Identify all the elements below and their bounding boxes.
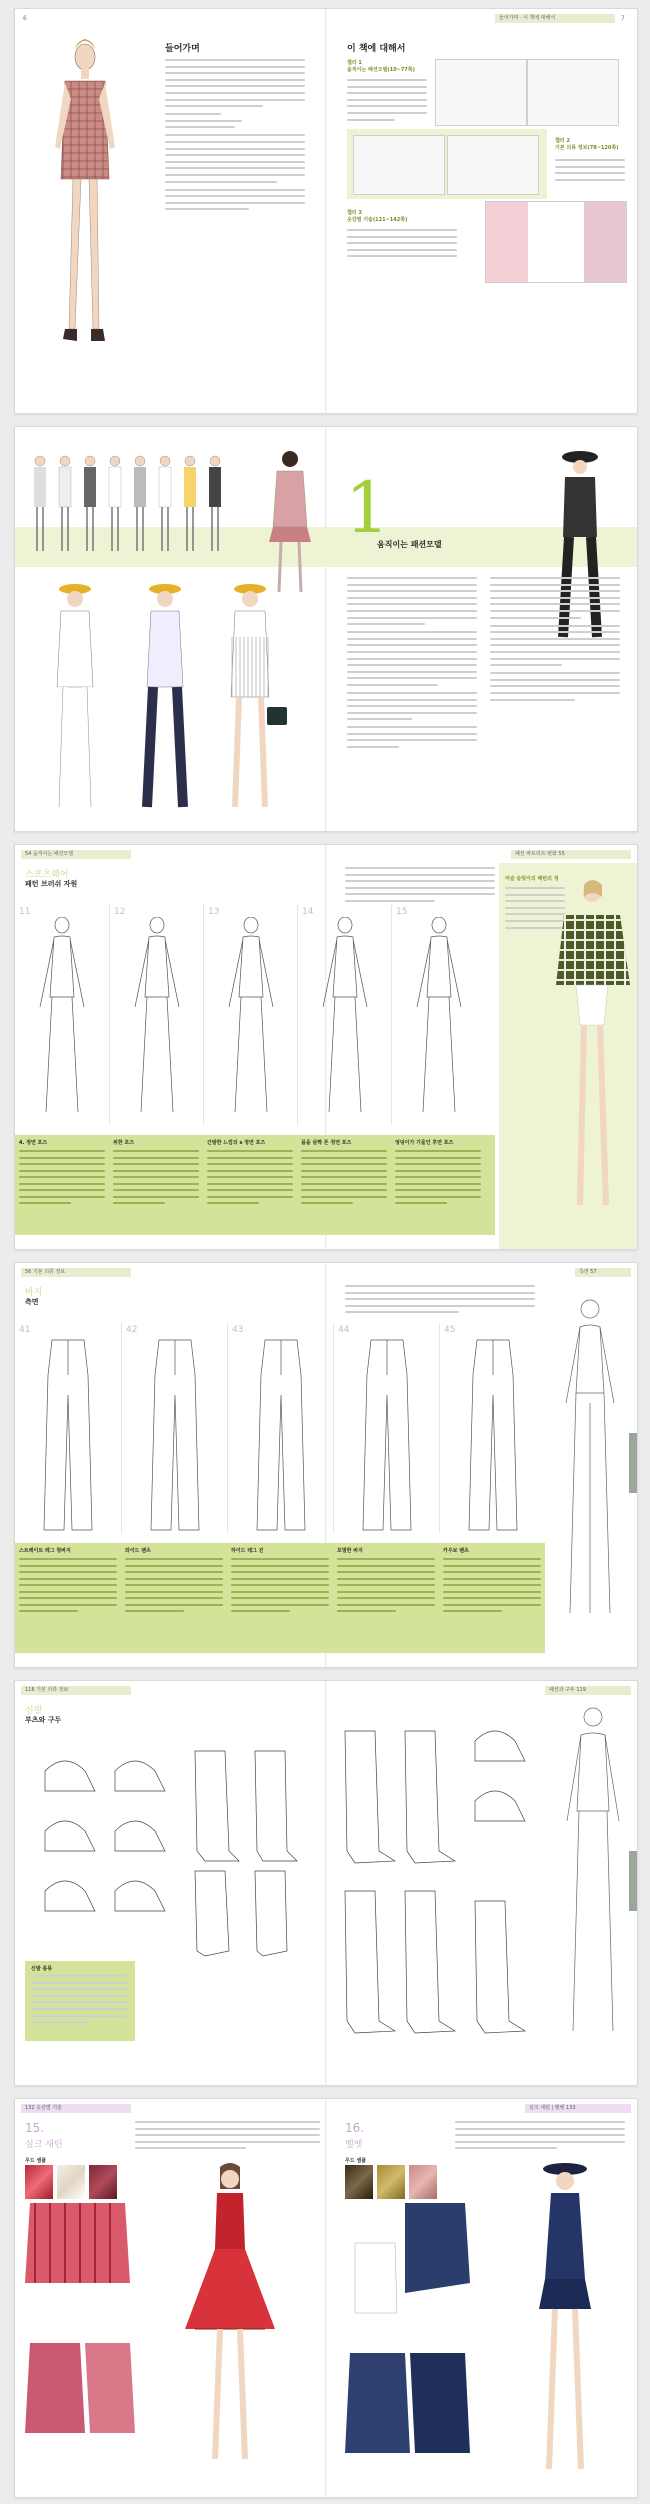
chapter2-sample-page-2: [447, 135, 539, 195]
shoe-sketches: [25, 1731, 315, 1961]
chapter-intro-text-right: [490, 577, 620, 705]
running-header-right: 측면 57: [575, 1268, 631, 1277]
about-title: 이 책에 대해서: [347, 44, 406, 54]
pants-sketch: [126, 1335, 224, 1535]
pose-column: [109, 905, 204, 1125]
pants-column: [15, 1323, 121, 1533]
left-section-title: 실크 새틴: [25, 2140, 63, 2150]
chapter2-title: 기본 의류 정보(78~120쪽): [555, 145, 619, 151]
right-section-title: 벨벳: [345, 2140, 363, 2150]
pose-sketch: [19, 917, 105, 1117]
pants-column: [121, 1323, 228, 1533]
velvet-swatch: [409, 2165, 437, 2199]
chapter3-sample-page: [485, 201, 627, 283]
left-swatch-label: 무드 샘플: [25, 2158, 47, 2164]
right-swatch-label: 무드 샘플: [345, 2158, 367, 2164]
chapter2-text: [555, 159, 625, 185]
pants-caption-title: 와이드 팬츠: [125, 1548, 151, 1554]
intro-body-text: [165, 59, 305, 215]
pose-caption-text: [207, 1150, 293, 1204]
pants-caption: [443, 1545, 541, 1617]
pants-caption: [231, 1545, 329, 1617]
pants-caption-text: [443, 1558, 541, 1612]
pose-caption-title: 몸을 살짝 튼 정면 포즈: [301, 1140, 352, 1146]
pants-number: 44: [338, 1325, 350, 1335]
section-title: 부츠와 구두: [25, 1716, 62, 1724]
running-header-right: 실크 새틴 | 벨벳 133: [525, 2104, 631, 2113]
page-number-left: 6: [23, 15, 27, 22]
velvet-swatch: [377, 2165, 405, 2199]
pose-caption-title: 4. 정면 포즈: [19, 1140, 48, 1146]
pants-column: [227, 1323, 334, 1533]
boot-sketches-right: [335, 1701, 555, 2081]
section-intro-text: [345, 867, 495, 907]
chapter3-label: 챕터 3: [347, 210, 362, 216]
pants-caption: [125, 1545, 223, 1617]
model-plaid-jacket-illustration: [550, 875, 635, 1235]
running-header-left: 54 움직이는 패션모델: [21, 850, 131, 859]
pose-sketch: [208, 917, 294, 1117]
page-number-right: 7: [621, 15, 625, 22]
pose-sketch: [396, 917, 482, 1117]
pose-figure-row: [15, 905, 485, 1125]
chapter2-sample-page: [353, 135, 445, 195]
right-intro-text: [455, 2121, 625, 2154]
pose-caption: [395, 1137, 481, 1209]
section-intro-text: [345, 1285, 535, 1318]
model-back-view-illustration: [255, 447, 325, 597]
chapter-title: 움직이는 패션모델: [377, 540, 442, 549]
model-figure-sketch: [555, 1701, 630, 2061]
pants-figure-row: [15, 1323, 545, 1533]
model-red-dress-illustration: [165, 2159, 295, 2489]
pose-caption-title: 위한 포즈: [113, 1140, 135, 1146]
running-header-right: 들어가며 · 이 책에 대해서: [495, 14, 615, 23]
pose-column: [297, 905, 392, 1125]
pose-number: 12: [114, 907, 126, 917]
pants-number: 45: [444, 1325, 456, 1335]
pants-caption-title: 카우보 펜츠: [443, 1548, 469, 1554]
right-section-number: 16.: [345, 2121, 365, 2135]
pose-caption: [301, 1137, 387, 1209]
pose-caption-text: [19, 1150, 105, 1204]
pants-caption-title: 하이드 테그 진: [231, 1548, 264, 1554]
pants-caption-title: 포멀한 바지: [337, 1548, 363, 1554]
left-section-number: 15.: [25, 2121, 45, 2135]
pants-sketch: [444, 1335, 542, 1535]
model-illustration: [35, 29, 135, 399]
spread-fabrics: [14, 2098, 638, 2498]
satin-swatch: [25, 2165, 53, 2199]
spread-chapter-1-opener: [14, 426, 638, 832]
satin-drape-sketches: [25, 2203, 135, 2493]
pose-sketch: [302, 917, 388, 1117]
chapter3-title: 옷감별 기술(121~142쪽): [347, 217, 408, 223]
model-velvet-dress-illustration: [505, 2159, 625, 2489]
chapter-side-tab: [629, 1433, 637, 1493]
chapter2-label: 챕터 2: [555, 138, 570, 144]
running-header-left: 118 기본 의류 정보: [21, 1686, 131, 1695]
pose-caption-text: [113, 1150, 199, 1204]
pants-sketch: [19, 1335, 117, 1535]
pose-number: 15: [396, 907, 408, 917]
pose-column: [391, 905, 486, 1125]
chapter1-text: [347, 79, 427, 125]
spread-shoes: [14, 1680, 638, 2086]
running-header-left: 132 옷감별 기술: [21, 2104, 131, 2113]
three-models-illustration: [35, 577, 305, 827]
model-lineup-illustration: [25, 451, 245, 561]
pants-caption-text: [231, 1558, 329, 1612]
satin-swatch: [89, 2165, 117, 2199]
chapter1-sample-page-2: [527, 59, 619, 126]
pose-number: 14: [302, 907, 314, 917]
pose-caption-text: [301, 1150, 387, 1204]
shoe-types-text: [31, 1975, 127, 2028]
section-subtitle: 스포츠웨어: [25, 870, 69, 880]
pose-column: [203, 905, 298, 1125]
chapter1-sample-page: [435, 59, 527, 126]
pose-sketch: [114, 917, 200, 1117]
left-intro-text: [135, 2121, 320, 2154]
pose-caption-title: 엉덩이가 기울인 후면 포즈: [395, 1140, 454, 1146]
section-title: 패턴 브러쉬 자원: [25, 880, 78, 888]
book-gutter: [325, 427, 327, 831]
satin-swatch: [57, 2165, 85, 2199]
pose-number: 13: [208, 907, 220, 917]
pose-caption: [113, 1137, 199, 1209]
chapter1-title: 움직이는 패션모델(10~77쪽): [347, 67, 415, 73]
intro-title: 들어가며: [165, 44, 200, 54]
pants-column: [439, 1323, 546, 1533]
running-header-right: 패션과 구두 119: [545, 1686, 631, 1695]
book-gutter: [325, 2099, 327, 2497]
velvet-swatch: [345, 2165, 373, 2199]
pants-caption: [337, 1545, 435, 1617]
chapter1-label: 챕터 1: [347, 60, 362, 66]
pants-caption: [19, 1545, 117, 1617]
pants-sketch: [338, 1335, 436, 1535]
running-header-left: 56 기본 의류 정보: [21, 1268, 131, 1277]
side-panel-title: 머슬 슬릿이의 패턴의 정: [505, 876, 559, 882]
pants-caption-title: 스트레이트 레그 청바지: [19, 1548, 71, 1554]
spread-introduction: [14, 8, 638, 414]
running-header-right: 패션 파트리트 변화 55: [511, 850, 631, 859]
book-gutter: [325, 1681, 327, 2085]
pants-column: [333, 1323, 440, 1533]
section-subtitle: 바지: [25, 1288, 43, 1298]
pants-caption-text: [125, 1558, 223, 1612]
section-title: 측면: [25, 1298, 39, 1306]
velvet-drape-sketches: [345, 2203, 475, 2493]
spread-pose-variations: [14, 844, 638, 1250]
pants-caption-text: [337, 1558, 435, 1612]
shoe-types-title: 신발 종류: [31, 1966, 53, 1972]
book-gutter: [325, 9, 327, 413]
caption-row: [15, 1545, 545, 1651]
pose-caption: [207, 1137, 293, 1209]
section-subtitle: 신발: [25, 1706, 43, 1716]
pants-number: 43: [232, 1325, 244, 1335]
pose-caption: [19, 1137, 105, 1209]
chapter-intro-text-left: [347, 577, 477, 753]
chapter-number: 1: [345, 467, 390, 549]
pants-caption-text: [19, 1558, 117, 1612]
chapter3-text: [347, 229, 457, 262]
spread-pants-side: [14, 1262, 638, 1668]
pose-number: 11: [19, 907, 31, 917]
model-figure-sketch: [550, 1293, 630, 1633]
pants-number: 41: [19, 1325, 31, 1335]
caption-row: [15, 1137, 495, 1233]
chapter-side-tab: [629, 1851, 637, 1911]
pants-number: 42: [126, 1325, 138, 1335]
pants-sketch: [232, 1335, 330, 1535]
pose-caption-title: 간발한 느낌의 s 정면 포즈: [207, 1140, 266, 1146]
pose-column: [15, 905, 109, 1125]
pose-caption-text: [395, 1150, 481, 1204]
